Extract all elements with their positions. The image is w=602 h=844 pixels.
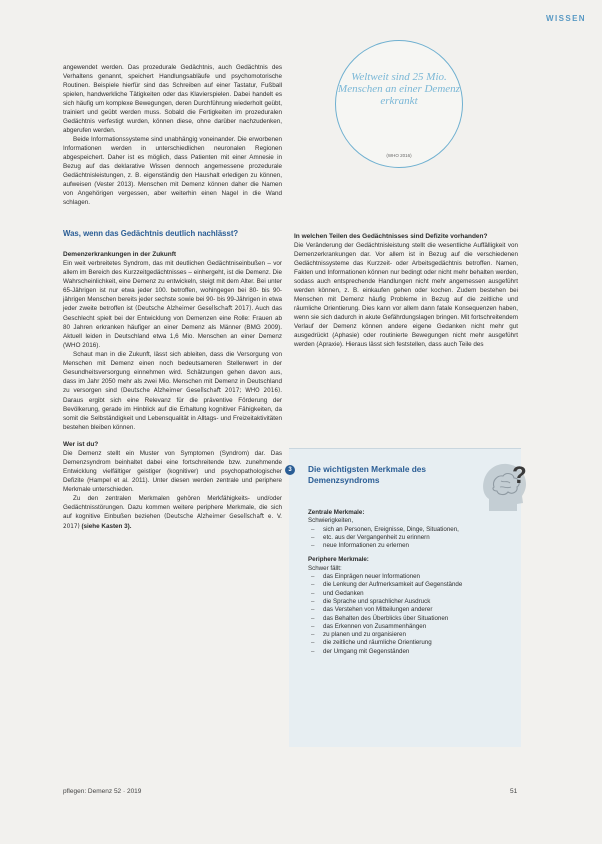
list-item: – die Sprache und sprachlicher Ausdruck bbox=[308, 598, 513, 606]
list-item: – der Umgang mit Gegenständen bbox=[308, 648, 513, 656]
box-content bbox=[308, 509, 513, 656]
paragraph: Ein weit verbreitetes Syndrom, das mit deutlichen Gedächtniseinbußen – vor allem im Bereich des Kurzzeitgedächtnisses – einhergeht, ist die Demenz. Die Wahrscheinlichkeit, eine Demenz zu entwickeln, steigt mit dem Alter. Bei unter 65-Jährigen ist nur etwa jeder 100. betroffen, wohingegen bei 80- bis 90-jährigen Menschen bereits jeder sechste sowie bei 90- bis 99-Jährigen in etwa jeder zweite betroffen ist (Deutsche Alzheimer Gesellschaft 2017). Auch das Geschlecht spielt bei der Entwicklung von Demenzen eine Rolle: Frauen ab 80 Jahren erkranken häufiger an einer Demenz als Männer (BMG 2009). Aktuell leiden in Deutschland etwa 1,6 Mio. Menschen an einer Demenz (WHO 2016). bbox=[63, 260, 282, 349]
paragraph: Beide Informationssysteme sind unabhängig voneinander. Die erworbenen Informationen werden in unterschiedlichen neuronalen Regionen abgespeichert. Daher ist es möglich, dass Patienten mit einer Amnesie in Bezug auf das deklarative Wissen dennoch angemessene prozedurale Gedächtnisleistungen, z. B. eigenständig den Haushalt erledigen zu können, aufweisen (Vester 2013). Menschen mit Demenz können daher die Namen von Angehörigen vergessen, aber weiterhin einen Nagel in die Wand schlagen. bbox=[63, 136, 282, 206]
list-item: – neue Informationen zu erlernen bbox=[308, 542, 513, 550]
left-column bbox=[63, 63, 282, 532]
paragraph: Zu den zentralen Merkmalen gehören Merkfähigkeits- und/oder Gedächtnisstörungen. Dazu kommen weitere periphere Merkmale, die sich auf kognitive Einbußen beziehen (Deutsche Alzheimer Gesellschaft e. V. 2017) (siehe Kasten 3). bbox=[63, 495, 282, 530]
quote-text: Weltweit sind 25 Mio. Menschen an einer Demenz erkrankt bbox=[338, 71, 460, 107]
paragraph: angewendet werden. Das prozedurale Gedächtnis, auch Gedächtnis des Verhaltens genannt, speichert Handlungsabläufe und psychomotorische Routinen. Beispiele hierfür sind das Schreiben auf einer Tastatur, Fußball spielen, handwerkliche Tätigkeiten oder das Klavierspielen. Dabei handelt es sich häufig um komplexe Bewegungen, deren Durchführung wiederholt geübt, trainiert und geübt werden muss. Sobald die Fertigkeiten im prozeduralen Gedächtnis verfestigt wurden, können diese, ohne darüber nachzudenken, abgerufen werden. bbox=[63, 64, 282, 134]
citation: (Deutsche Alzheimer Gesellschaft 2017; WHO 2016). bbox=[120, 388, 282, 394]
central-features-list bbox=[308, 526, 513, 551]
list-item: – das Erkennen von Zusammenhängen bbox=[308, 623, 513, 631]
box-number-badge: 3 bbox=[285, 465, 295, 475]
subheading: In welchen Teilen des Gedächtnisses sind Defizite vorhanden? bbox=[294, 233, 488, 240]
box-title: Die wichtigsten Merkmale des Demenzsyndroms bbox=[308, 464, 427, 485]
section-label: WISSEN bbox=[546, 14, 586, 23]
list-item: – die zeitliche und räumliche Orientierung bbox=[308, 639, 513, 647]
peripheral-intro: Schwer fällt: bbox=[308, 564, 342, 572]
page-number: 51 bbox=[510, 788, 518, 795]
list-item: – das Behalten des Überblicks über Situationen bbox=[308, 615, 513, 623]
box-reference: (siehe Kasten 3). bbox=[79, 523, 132, 530]
list-item: – sich an Personen, Ereignisse, Dinge, Situationen, bbox=[308, 526, 513, 534]
quote-source: (WHO 2016) bbox=[386, 153, 412, 158]
quote-circle bbox=[335, 40, 463, 168]
list-item: – und Gedanken bbox=[308, 590, 513, 598]
subheading: Wer ist du? bbox=[63, 441, 99, 448]
citation: (Deutsche Alzheimer Gesellschaft 2017). bbox=[135, 306, 254, 312]
central-intro: Schwierigkeiten, bbox=[308, 517, 354, 525]
list-item: – zu planen und zu organisieren bbox=[308, 631, 513, 639]
list-item: – etc. aus der Vergangenheit zu erinnern bbox=[308, 534, 513, 542]
info-box bbox=[288, 448, 527, 747]
list-item: – die Lenkung der Aufmerksamkeit auf Gegenstände bbox=[308, 581, 513, 589]
right-column bbox=[294, 232, 518, 349]
citation: (Deutsche Alzheimer Gesellschaft e. V. 2017) bbox=[63, 514, 282, 530]
peripheral-features-label: Periphere Merkmale: bbox=[308, 556, 369, 564]
paragraph: Die Demenz stellt ein Muster von Symptomen (Syndrom) dar. Das Demenzsyndrom beinhaltet dabei eine fortschreitende bzw. zunehmende Entwicklung vielfältiger geistiger (kognitiver) und psychopathologischer Defizite (Hampel et al. 2011). Unter diesen werden zentrale und periphere Merkmale unterschieden. bbox=[63, 450, 282, 493]
central-features-label: Zentrale Merkmale: bbox=[308, 509, 365, 516]
paragraph: Die Veränderung der Gedächtnisleistung stellt die wesentliche Auffälligkeit von Demenzerkrankungen dar. Vor allem ist in Bezug auf die verschiedenen Gedächtnissysteme das Kurzzeit- oder Arbeitsgedächtnis betroffen. Namen, Fakten und Informationen können nur bedingt oder nicht mehr behalten werden, sodass auch entsprechende Handlungen nicht mehr angemessen ausgeführt werden können, z. B. einkaufen gehen oder kochen. Zudem bestehen bei Menschen mit Demenz häufig Probleme in Bezug auf die zeitliche und räumliche Orientierung. Dies kann vor allem dann fatale Konsequenzen haben, wenn sie sich dadurch in akute Gefährdungslagen bringen. Mit fortschreitendem Verlauf der Demenz können andere eigene Gedanken nicht mehr gut ausgedrückt (Aphasie) oder routinierte Bewegungen nicht mehr ausgeführt werden (Apraxie). Hieraus lässt sich feststellen, dass auch Teile des bbox=[294, 242, 518, 348]
head-with-question-mark-icon bbox=[479, 459, 533, 515]
subheading: Demenzerkrankungen in der Zukunft bbox=[63, 251, 177, 258]
section-heading: Was, wenn das Gedächtnis deutlich nachlässt? bbox=[63, 229, 239, 238]
list-item: – das Verstehen von Mitteilungen anderer bbox=[308, 606, 513, 614]
svg-text:?: ? bbox=[512, 462, 527, 489]
peripheral-features-list bbox=[308, 573, 513, 656]
list-item: – das Einprägen neuer Informationen bbox=[308, 573, 513, 581]
paragraph: Schaut man in die Zukunft, lässt sich ableiten, dass die Versorgung von Menschen mit Demenz einen noch bedeutsameren Stellenwert in der Gesundheitsversorgung einnehmen wird. Schätzungen gehen davon aus, dass im Jahr 2050 mehr als zwei Mio. Menschen mit Demenz in Deutschland zu versorgen sind (Deutsche Alzheimer Gesellschaft 2017; WHO 2016). Daraus ergibt sich eine Relevanz für die präventive Förderung der Bevölkerung, gerade im Hinblick auf die Erhaltung kognitiver Fähigkeiten, da somit die Selbständigkeit und Lebensqualität in Alltags- und Freizeitaktivitäten bestehen bleiben können. bbox=[63, 351, 282, 431]
publication-footer: pflegen: Demenz 52 · 2019 bbox=[63, 788, 142, 795]
